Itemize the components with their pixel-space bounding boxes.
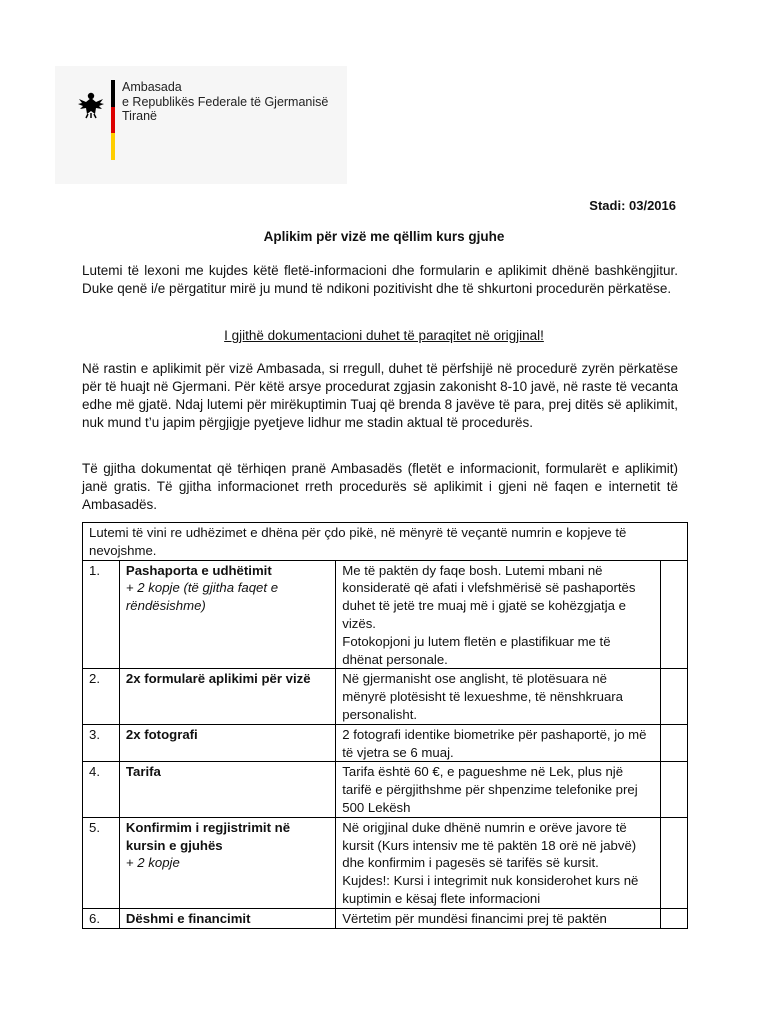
embassy-line-2: e Republikës Federale të Gjermanisë: [122, 94, 329, 109]
free-documents-paragraph: Të gjitha dokumentat që tërhiqen pranë Ambasadës (fletët e informacionit, formularët e aplikimit) janë gratis. Të gjitha informacionet rreth procedurës së aplikimit i gjeni në faqen e internetit të Ambasadës.: [82, 461, 678, 512]
original-notice: I gjithë dokumentacioni duhet të paraqitet në origjinal!: [224, 328, 544, 343]
row-item: 2x fotografi: [125, 726, 198, 742]
table-row: [83, 817, 688, 908]
row-checkbox[interactable]: [661, 724, 688, 762]
table-row: [83, 762, 688, 817]
row-description: Tarifa është 60 €, e pagueshme në Lek, plus një tarifë e përgjithshme për shpenzime telefonike prej 500 Lekësh: [342, 764, 638, 815]
row-description: 2 fotografi identike biometrike për pashaportë, jo më të vjetra se 6 muaj.: [342, 726, 647, 760]
table-row: [83, 669, 688, 724]
row-item: 2x formularë aplikimi për vizë: [125, 671, 311, 687]
intro-paragraph: Lutemi të lexoni me kujdes këtë fletë-informacioni dhe formularin e aplikimit dhënë bashkëngjitur. Duke qenë i/e përgatitur mirë ju mund të ndikoni pozitivisht dhe të shkurtoni procedurën përkatëse.: [82, 263, 678, 296]
table-header: Lutemi të vini re udhëzimet e dhëna për çdo pikë, në mënyrë të veçantë numrin e kopjeve të nevojshme.: [83, 523, 688, 561]
german-flag-bar: [111, 80, 115, 160]
federal-eagle-icon: [76, 90, 106, 120]
row-number: 6.: [83, 908, 120, 928]
table-header-row: [83, 523, 688, 561]
embassy-line-3: Tiranë: [122, 109, 157, 123]
row-description: Vërtetim për mundësi financimi prej të paktën: [342, 910, 607, 926]
row-description-extra: Fotokopjoni ju lutem fletën e plastifikuar me të dhënat personale.: [342, 633, 611, 667]
row-checkbox[interactable]: [661, 817, 688, 908]
row-checkbox[interactable]: [661, 560, 688, 669]
requirements-table: [82, 522, 688, 929]
row-copies: + 2 kopje: [125, 855, 180, 871]
procedure-paragraph: Në rastin e aplikimit për vizë Ambasada, si rregull, duhet të përfshijë në procedurë zyrën përkatëse për të huajt në Gjermani. Për këtë arsye procedurat zgjasin zakonisht 8-10 javë, në raste të vecanta edhe më gjatë. Ndaj lutemi për mirëkuptimin Tuaj që brenda 8 javëve të para, prej ditës së aplikimit, nuk mund t’u japim përgjigje pyetjeve lidhur me stadin aktual të procedurës.: [82, 361, 678, 430]
row-item: Pashaporta e udhëtimit: [125, 562, 272, 578]
row-number: 3.: [83, 724, 120, 762]
row-item: Konfirmim i regjistrimit në kursin e gjuhës: [125, 819, 291, 853]
row-checkbox[interactable]: [661, 669, 688, 724]
row-item: Dëshmi e financimit: [125, 910, 251, 926]
table-row: [83, 560, 688, 669]
table-row: [83, 724, 688, 762]
row-number: 5.: [83, 817, 120, 908]
row-description: Në origjinal duke dhënë numrin e orëve javore të kursit (Kurs intensiv me të paktën 18 orë në jabvë) dhe konfirmim i pagesës së tarifës së kursit.: [342, 819, 637, 871]
row-number: 4.: [83, 762, 120, 817]
row-checkbox[interactable]: [661, 908, 688, 928]
row-description: Me të paktën dy faqe bosh. Lutemi mbani në konsideratë që afati i vlefshmërisë së pashaportës duhet të jetë tre muaj më i gjatë se kohëzgjatja e vizës.: [342, 562, 636, 631]
row-number: 1.: [83, 560, 120, 669]
row-checkbox[interactable]: [661, 762, 688, 817]
row-number: 2.: [83, 669, 120, 724]
row-description: Në gjermanisht ose anglisht, të plotësuara në mënyrë plotësisht të lexueshme, të nënshkruara personalisht.: [342, 671, 624, 722]
row-item: Tarifa: [125, 764, 161, 780]
embassy-name: [122, 80, 328, 124]
document-title: Aplikim për vizë me qëllim kurs gjuhe: [263, 229, 505, 244]
row-description-extra: Kujdes!: Kursi i integrimit nuk konsiderohet kurs në kuptimin e kësaj flete informacioni: [342, 873, 639, 906]
embassy-line-1: Ambasada: [122, 80, 182, 94]
table-row: [83, 908, 688, 928]
row-copies: + 2 kopje (të gjitha faqet e rëndësishme): [125, 580, 279, 614]
document-status: Stadi: 03/2016: [589, 198, 676, 213]
